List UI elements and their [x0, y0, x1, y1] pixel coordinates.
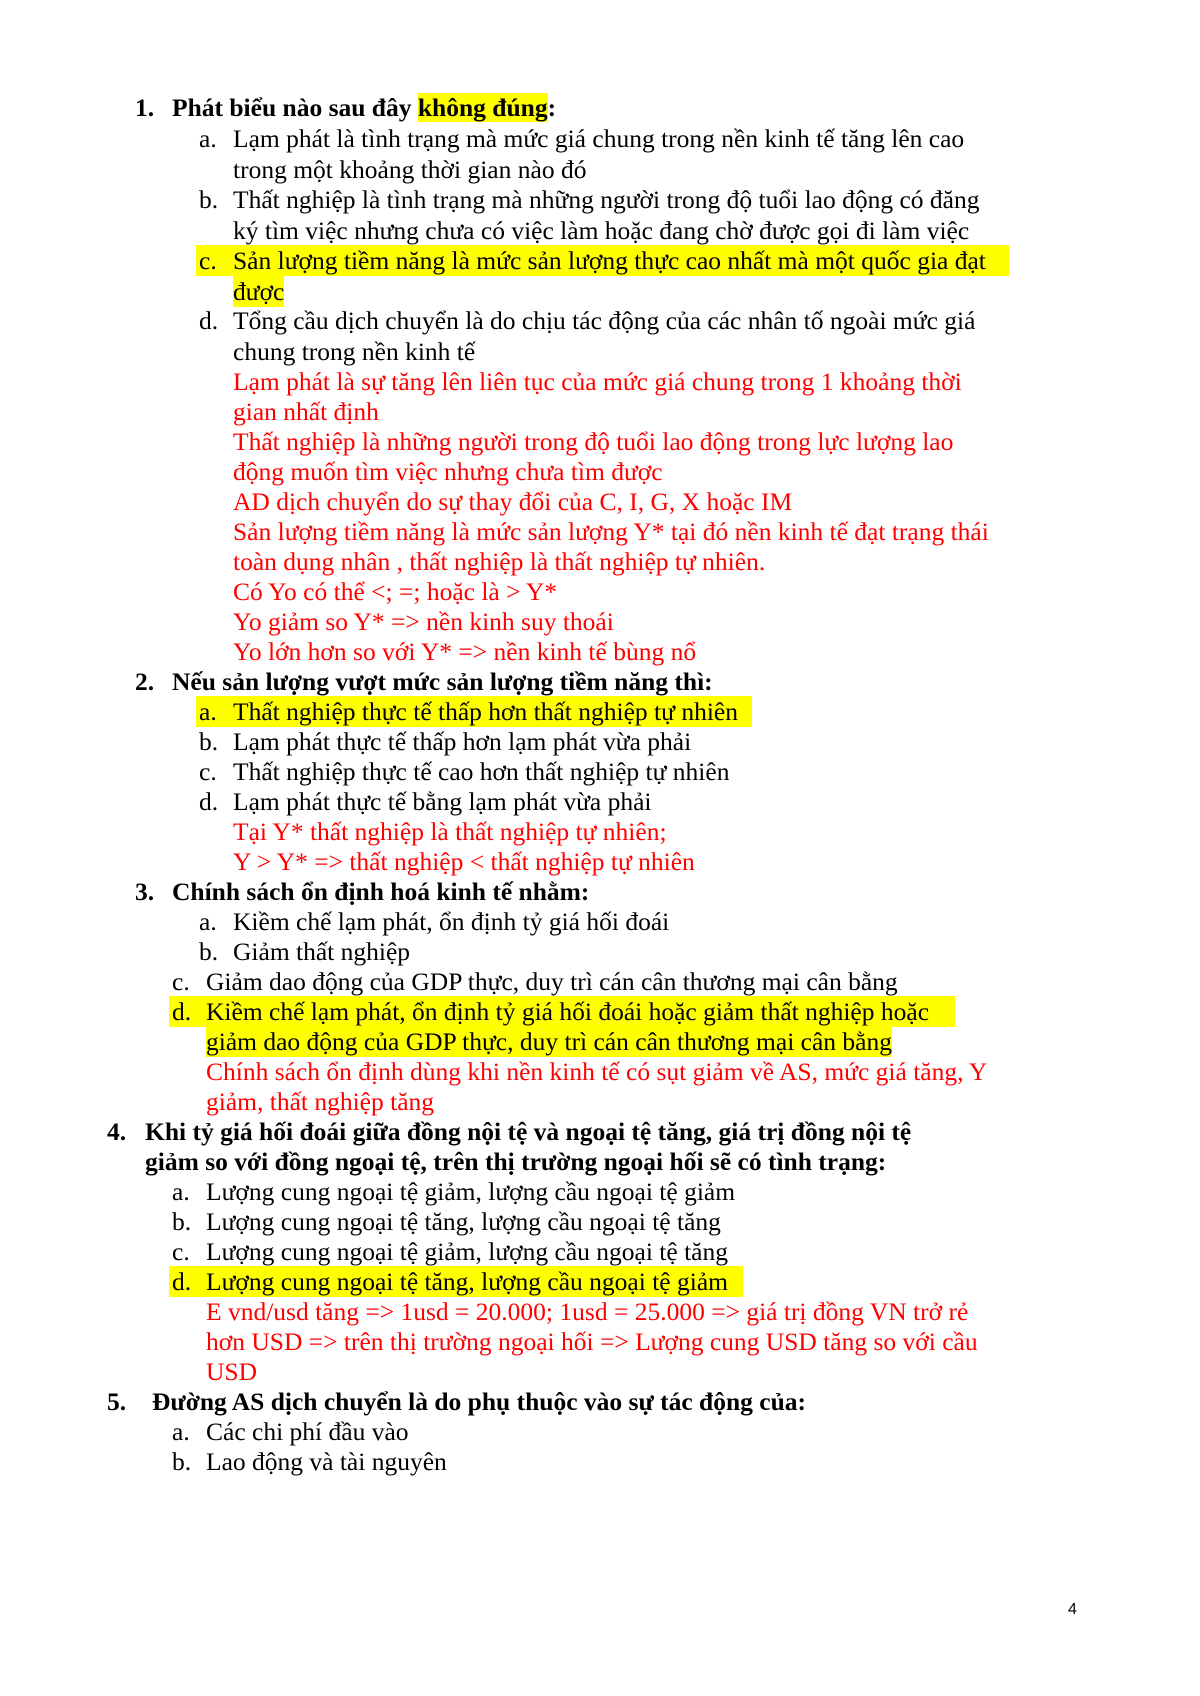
question-stem: Khi tỷ giá hối đoái giữa đồng nội tệ và ngoại tệ tăng, giá trị đồng nội tệ: [145, 1117, 912, 1146]
explanation-line: Yo giảm so Y* => nền kinh suy thoái: [233, 607, 614, 636]
explanation-line: toàn dụng nhân , thất nghiệp là thất nghiệp tự nhiên.: [233, 547, 766, 576]
option-c-text: Lượng cung ngoại tệ giảm, lượng cầu ngoại tệ tăng: [206, 1237, 728, 1266]
question-stem: Nếu sản lượng vượt mức sản lượng tiềm năng thì:: [172, 667, 713, 696]
option-d-text-cont: giảm dao động của GDP thực, duy trì cán cân thương mại cân bằng: [206, 1027, 892, 1056]
option-a-text: Thất nghiệp thực tế thấp hơn thất nghiệp tự nhiên: [233, 697, 738, 726]
option-b-text: Lao động và tài nguyên: [206, 1447, 447, 1476]
option-letter: c.: [199, 757, 217, 786]
option-c-text: Thất nghiệp thực tế cao hơn thất nghiệp tự nhiên: [233, 757, 730, 786]
option-b-text: Lượng cung ngoại tệ tăng, lượng cầu ngoại tệ tăng: [206, 1207, 721, 1236]
explanation-line: E vnd/usd tăng => 1usd = 20.000; 1usd = 25.000 => giá trị đồng VN trở rẻ: [206, 1297, 969, 1326]
explanation-line: động muốn tìm việc nhưng chưa tìm được: [233, 457, 663, 486]
question-stem-cont: giảm so với đồng ngoại tệ, trên thị trường ngoại hối sẽ có tình trạng:: [145, 1147, 887, 1176]
option-letter: b.: [172, 1447, 192, 1476]
option-c-text: Giảm dao động của GDP thực, duy trì cán cân thương mại cân bằng: [206, 967, 898, 996]
option-letter: a.: [172, 1417, 190, 1446]
explanation-line: giảm, thất nghiệp tăng: [206, 1087, 435, 1116]
explanation-line: hơn USD => trên thị trường ngoại hối => Lượng cung USD tăng so với cầu: [206, 1327, 978, 1356]
explanation-line: Chính sách ổn định dùng khi nền kinh tế có sụt giảm về AS, mức giá tăng, Y: [206, 1057, 988, 1086]
option-b-text: Thất nghiệp là tình trạng mà những người trong độ tuổi lao động có đăng: [233, 185, 980, 214]
option-c-text: Sản lượng tiềm năng là mức sản lượng thực cao nhất mà một quốc gia đạt: [233, 246, 986, 275]
option-letter: b.: [172, 1207, 192, 1236]
option-d-text: Lạm phát thực tế bằng lạm phát vừa phải: [233, 787, 652, 816]
question-stem: Chính sách ổn định hoá kinh tế nhằm:: [172, 877, 590, 906]
stem-text: Phát biểu nào sau đây: [172, 93, 418, 122]
option-letter: d.: [199, 787, 219, 816]
question-stem: Đường AS dịch chuyển là do phụ thuộc vào sự tác động của:: [152, 1387, 807, 1416]
explanation-line: Sản lượng tiềm năng là mức sản lượng Y* tại đó nền kinh tế đạt trạng thái: [233, 517, 989, 546]
option-letter: a.: [199, 907, 217, 936]
explanation-line: Yo lớn hơn so với Y* => nền kinh tế bùng nổ: [233, 637, 697, 666]
explanation-line: Lạm phát là sự tăng lên liên tục của mức giá chung trong 1 khoảng thời: [233, 367, 962, 396]
page-number: 4: [1068, 1601, 1077, 1618]
option-a-text: Các chi phí đầu vào: [206, 1417, 409, 1446]
option-b-text: Giảm thất nghiệp: [233, 937, 411, 966]
option-d-text: Tổng cầu dịch chuyển là do chịu tác động của các nhân tố ngoài mức giá: [233, 306, 976, 335]
option-c-text-cont: được: [233, 277, 285, 306]
question-number: 5.: [107, 1387, 127, 1416]
option-letter: c.: [172, 1237, 190, 1266]
option-a-letter: a.: [199, 697, 217, 726]
explanation-line: Tại Y* thất nghiệp là thất nghiệp tự nhiên;: [233, 817, 667, 846]
explanation-line: AD dịch chuyển do sự thay đổi của C, I, G, X hoặc IM: [233, 487, 793, 516]
option-letter: d.: [199, 306, 219, 335]
explanation-line: Thất nghiệp là những người trong độ tuổi lao động trong lực lượng lao: [233, 427, 954, 456]
option-letter: a.: [172, 1177, 190, 1206]
option-d-text-cont: chung trong nền kinh tế: [233, 337, 476, 366]
question-stem: [172, 92, 556, 123]
option-b-text-cont: ký tìm việc nhưng chưa có việc làm hoặc đang chờ được gọi đi làm việc: [233, 216, 970, 245]
option-d-letter: d.: [172, 1267, 192, 1296]
stem-emphasis: không đúng: [417, 93, 548, 122]
option-a-text: Lạm phát là tình trạng mà mức giá chung trong nền kinh tế tăng lên cao: [233, 124, 965, 153]
explanation-line: Có Yo có thể <; =; hoặc là > Y*: [233, 577, 558, 606]
option-letter: a.: [199, 124, 217, 153]
option-a-text: Kiềm chế lạm phát, ổn định tỷ giá hối đoái: [233, 907, 670, 936]
option-letter: b.: [199, 727, 219, 756]
option-a-text-cont: trong một khoảng thời gian nào đó: [233, 155, 587, 184]
option-letter: b.: [199, 185, 219, 214]
option-c-letter: c.: [199, 246, 217, 275]
question-number: 4.: [107, 1117, 127, 1146]
option-a-text: Lượng cung ngoại tệ giảm, lượng cầu ngoại tệ giảm: [206, 1177, 736, 1206]
question-number: 2.: [135, 667, 155, 696]
stem-end: :: [547, 93, 557, 122]
option-b-text: Lạm phát thực tế thấp hơn lạm phát vừa phải: [233, 727, 692, 756]
option-letter: b.: [199, 937, 219, 966]
question-number: 3.: [135, 877, 155, 906]
option-d-text: Lượng cung ngoại tệ tăng, lượng cầu ngoại tệ giảm: [206, 1267, 728, 1296]
explanation-line: gian nhất định: [233, 397, 379, 426]
option-d-letter: d.: [172, 997, 192, 1026]
question-number: 1.: [135, 93, 155, 122]
option-letter: c.: [172, 967, 190, 996]
explanation-line: Y > Y* => thất nghiệp < thất nghiệp tự nhiên: [233, 847, 695, 876]
explanation-line: USD: [206, 1357, 258, 1386]
option-d-text: Kiềm chế lạm phát, ổn định tỷ giá hối đoái hoặc giảm thất nghiệp hoặc: [206, 997, 930, 1026]
